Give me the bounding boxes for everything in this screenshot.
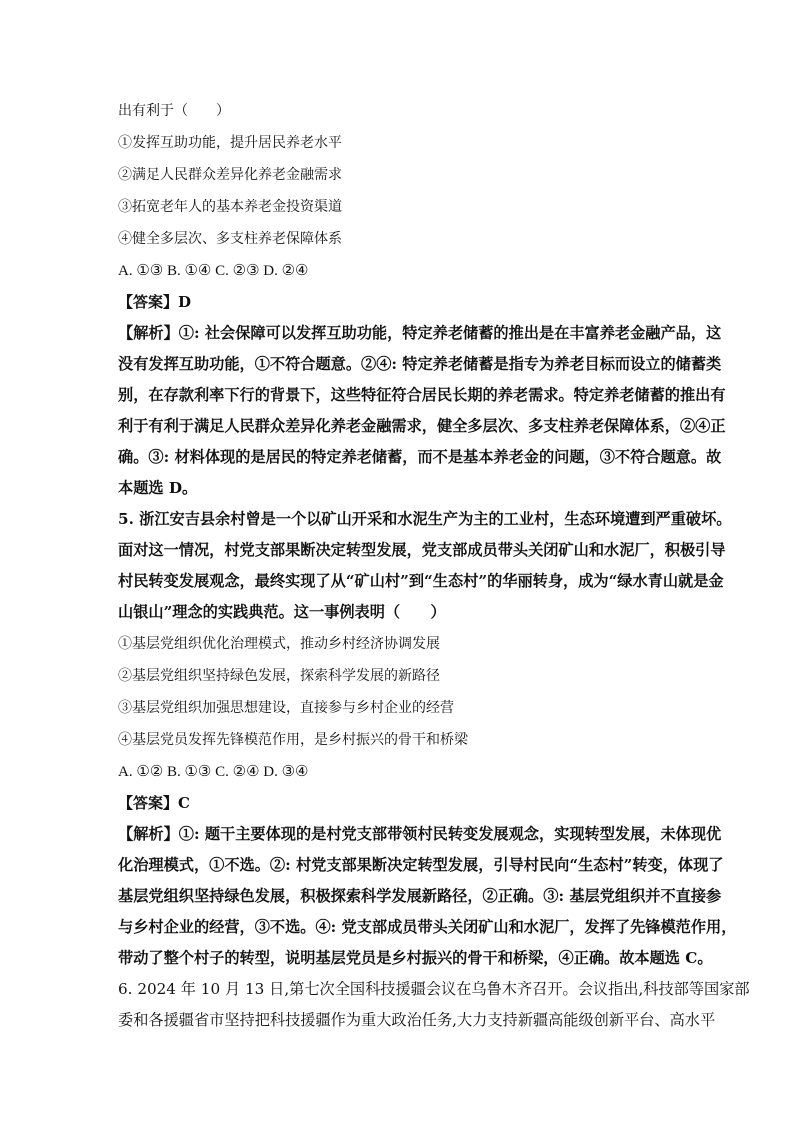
analysis-line: 与乡村企业的经营，③不选。④: 党支部成员带头关闭矿山和水泥厂，发挥了先锋模范作用， (118, 918, 737, 936)
analysis-line: 本题选 D。 (118, 479, 198, 497)
statement-3: ③基层党组织加强思想建设，直接参与乡村企业的经营 (118, 700, 454, 716)
statement-1: ①基层党组织优化治理模式，推动乡村经济协调发展 (118, 636, 440, 652)
statement-2: ②基层党组织坚持绿色发展，探索科学发展的新路径 (118, 668, 440, 684)
analysis-line: 基层党组织坚持绿色发展，积极探索科学发展新路径，②正确。③: 基层党组织并不直接参 (118, 887, 722, 905)
analysis-line: 【解析】①: 题干主要体现的是村党支部带领村民转变发展观念，实现转型发展，未体现优 (118, 825, 722, 843)
analysis-line: 别，在存款利率下行的背景下，这些特征符合居民长期的养老需求。特定养老储蓄的推出有 (118, 386, 726, 404)
statement-4: ④健全多层次、多支柱养老保障体系 (118, 231, 342, 247)
answer-label: 【答案】D (118, 293, 192, 311)
analysis-line: 带动了整个村子的转型，说明基层党员是乡村振兴的骨干和桥梁，④正确。故本题选 C。 (118, 949, 713, 967)
question-5-stem: 面对这一情况，村党支部果断决定转型发展，党支部成员带头关闭矿山和水泥厂，积极引导 (118, 541, 726, 559)
analysis-line: 没有发挥互助功能，①不符合题意。②④: 特定养老储蓄是指专为养老目标而设立的储蓄类 (118, 355, 722, 373)
question-5-stem: 村民转变发展观念，最终实现了从“矿山村”到“生态村”的华丽转身，成为“绿水青山就是金 (118, 572, 724, 590)
statement-3: ③拓宽老年人的基本养老金投资渠道 (118, 199, 342, 215)
question-5-stem: 山银山”理念的实践典范。这一事例表明（ ） (118, 603, 446, 621)
analysis-line: 化治理模式，①不选。②: 村党支部果断决定转型发展，引导村民向“生态村”转变，体现了 (118, 856, 724, 874)
statement-4: ④基层党员发挥先锋模范作用，是乡村振兴的骨干和桥梁 (118, 732, 468, 748)
analysis-line: 【解析】①: 社会保障可以发挥互助功能，特定养老储蓄的推出是在丰富养老金融产品，这 (118, 324, 722, 342)
analysis-line: 利于有利于满足人民群众差异化养老金融需求，健全多层次、多支柱养老保障体系，②④正 (118, 417, 726, 435)
question-stem-tail: 出有利于（ ） (118, 103, 230, 119)
analysis-line: 确。③: 材料体现的是居民的特定养老储蓄，而不是基本养老金的问题，③不符合题意。故 (118, 448, 722, 466)
statement-2: ②满足人民群众差异化养老金融需求 (118, 167, 342, 183)
answer-label: 【答案】C (118, 794, 190, 812)
question-6-stem: 委和各援疆省市坚持把科技援疆作为重大政治任务,大力支持新疆高能级创新平台、高水平 (118, 1011, 716, 1029)
question-6-stem: 6. 2024 年 10 月 13 日,第七次全国科技援疆会议在乌鲁木齐召开。会议指出,科技部等国家部 (118, 980, 750, 998)
answer-options: A. ①③ B. ①④ C. ②③ D. ②④ (118, 263, 309, 279)
answer-options: A. ①② B. ①③ C. ②④ D. ③④ (118, 764, 309, 780)
statement-1: ①发挥互助功能，提升居民养老水平 (118, 135, 342, 151)
question-5-stem: 5. 浙江安吉县余村曾是一个以矿山开采和水泥生产为主的工业村，生态环境遭到严重破坏。 (118, 510, 732, 528)
